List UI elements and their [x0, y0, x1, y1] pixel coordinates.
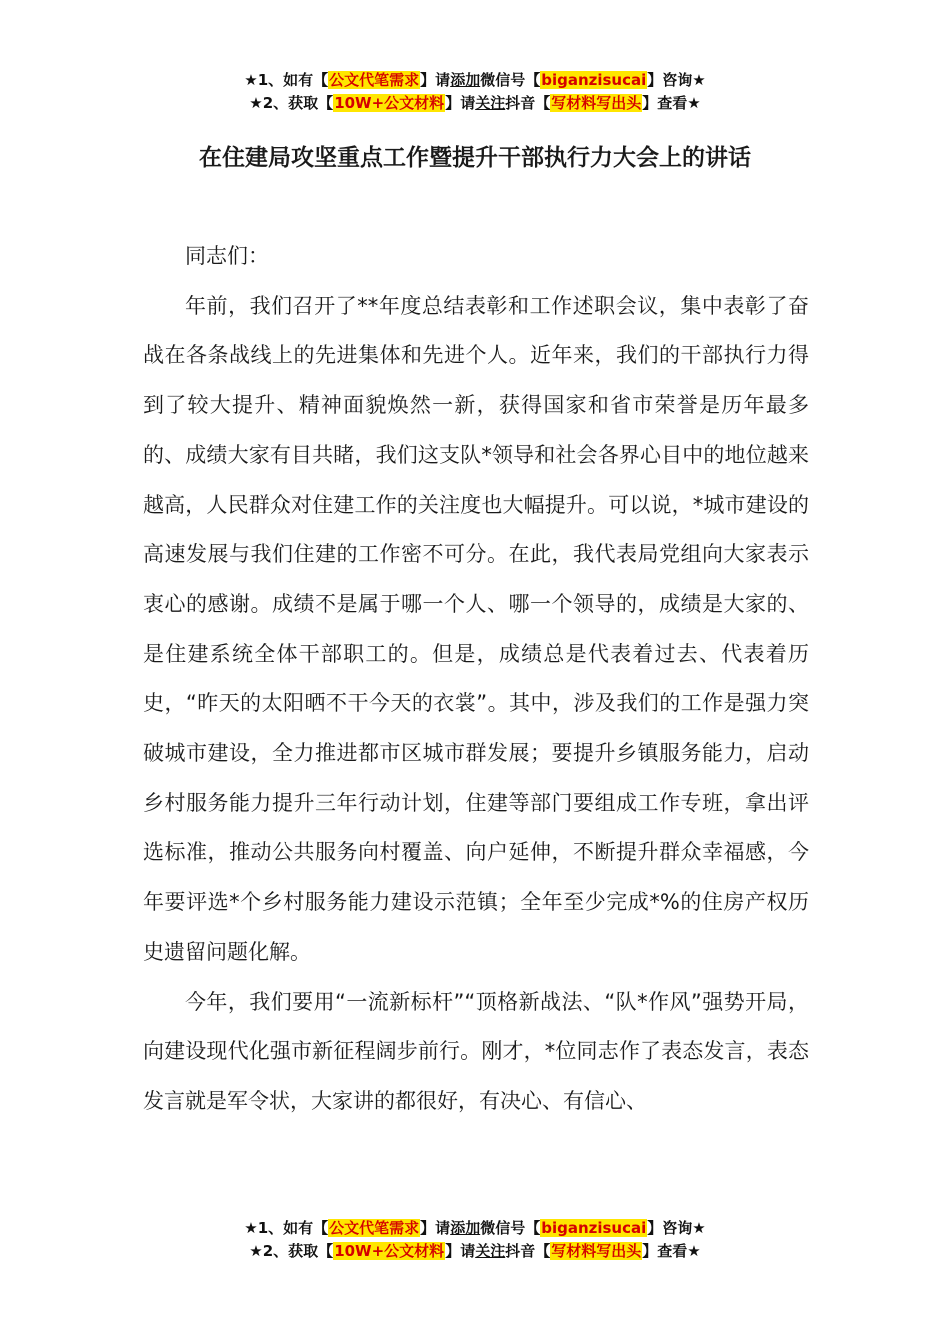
banner-text: ★1、如有【 [244, 1219, 329, 1237]
banner-line-2 [0, 92, 950, 115]
banner-text: 】查看★ [642, 1242, 701, 1260]
highlight-materials: 10W+公文材料 [334, 94, 445, 112]
highlight-wechat-id: biganzisucai [541, 71, 647, 89]
banner-text: 】咨询★ [647, 1219, 706, 1237]
banner-underlined-text: 添加 [450, 1219, 481, 1237]
banner-text: 抖音【 [505, 1242, 551, 1260]
banner-text: 】咨询★ [647, 71, 706, 89]
banner-text: 】请 [420, 71, 451, 89]
banner-underlined-text: 添加 [450, 71, 481, 89]
footer-banner [0, 1217, 950, 1263]
banner-text: ★2、获取【 [249, 1242, 334, 1260]
salutation: 同志们： [185, 244, 269, 268]
header-banner [0, 69, 950, 115]
banner-underlined-text: 关注 [475, 94, 506, 112]
banner-line-1 [0, 69, 950, 92]
highlight-service: 公文代笔需求 [329, 71, 420, 89]
banner-text: 】查看★ [642, 94, 701, 112]
paragraph: 年前，我们召开了**年度总结表彰和工作述职会议，集中表彰了奋战在各条战线上的先进集体和先进个人。近年来，我们的干部执行力得到了较大提升、精神面貌焕然一新，获得国家和省市荣誉是历年最多的、成绩大家有目共睹，我们这支队*领导和社会各界心目中的地位越来越高，人民群众对住建工作的关注度也大幅提升。可以说，*城市建设的高速发展与我们住建的工作密不可分。在此，我代表局党组向大家表示衷心的感谢。成绩不是属于哪一个人、哪一个领导的，成绩是大家的、是住建系统全体干部职工的。但是，成绩总是代表着过去、代表着历史，“昨天的太阳晒不干今天的衣裳”。其中，涉及我们的工作是强力突破城市建设，全力推进都市区城市群发展；要提升乡镇服务能力，启动乡村服务能力提升三年行动计划，住建等部门要组成工作专班，拿出评选标准，推动公共服务向村覆盖、向户延伸，不断提升群众幸福感，今年要评选*个乡村服务能力建设示范镇；全年至少完成*%的住房产权历史遗留问题化解。 [143, 293, 809, 964]
banner-underlined-text: 关注 [475, 1242, 506, 1260]
banner-text: 】请 [445, 94, 476, 112]
banner-text: ★2、获取【 [249, 94, 334, 112]
paragraph: 今年，我们要用“一流新标杆”“顶格新战法、“队*作风”强势开局，向建设现代化强市新征程阔步前行。刚才，*位同志作了表态发言，表态发言就是军令状，大家讲的都很好，有决心、有信心、 [143, 989, 809, 1113]
banner-text: 】请 [445, 1242, 476, 1260]
banner-text: 】请 [420, 1219, 451, 1237]
highlight-douyin-account: 写材料写出头 [551, 94, 642, 112]
highlight-wechat-id: biganzisucai [541, 1219, 647, 1237]
document-title: 在住建局攻坚重点工作暨提升干部执行力大会上的讲话 [199, 145, 751, 171]
document-body [143, 232, 809, 1127]
banner-text: 抖音【 [505, 94, 551, 112]
banner-line-1 [0, 1217, 950, 1240]
highlight-service: 公文代笔需求 [329, 1219, 420, 1237]
banner-text: ★1、如有【 [244, 71, 329, 89]
highlight-douyin-account: 写材料写出头 [551, 1242, 642, 1260]
highlight-materials: 10W+公文材料 [334, 1242, 445, 1260]
banner-text: 微信号【 [480, 71, 541, 89]
banner-text: 微信号【 [480, 1219, 541, 1237]
banner-line-2 [0, 1240, 950, 1263]
